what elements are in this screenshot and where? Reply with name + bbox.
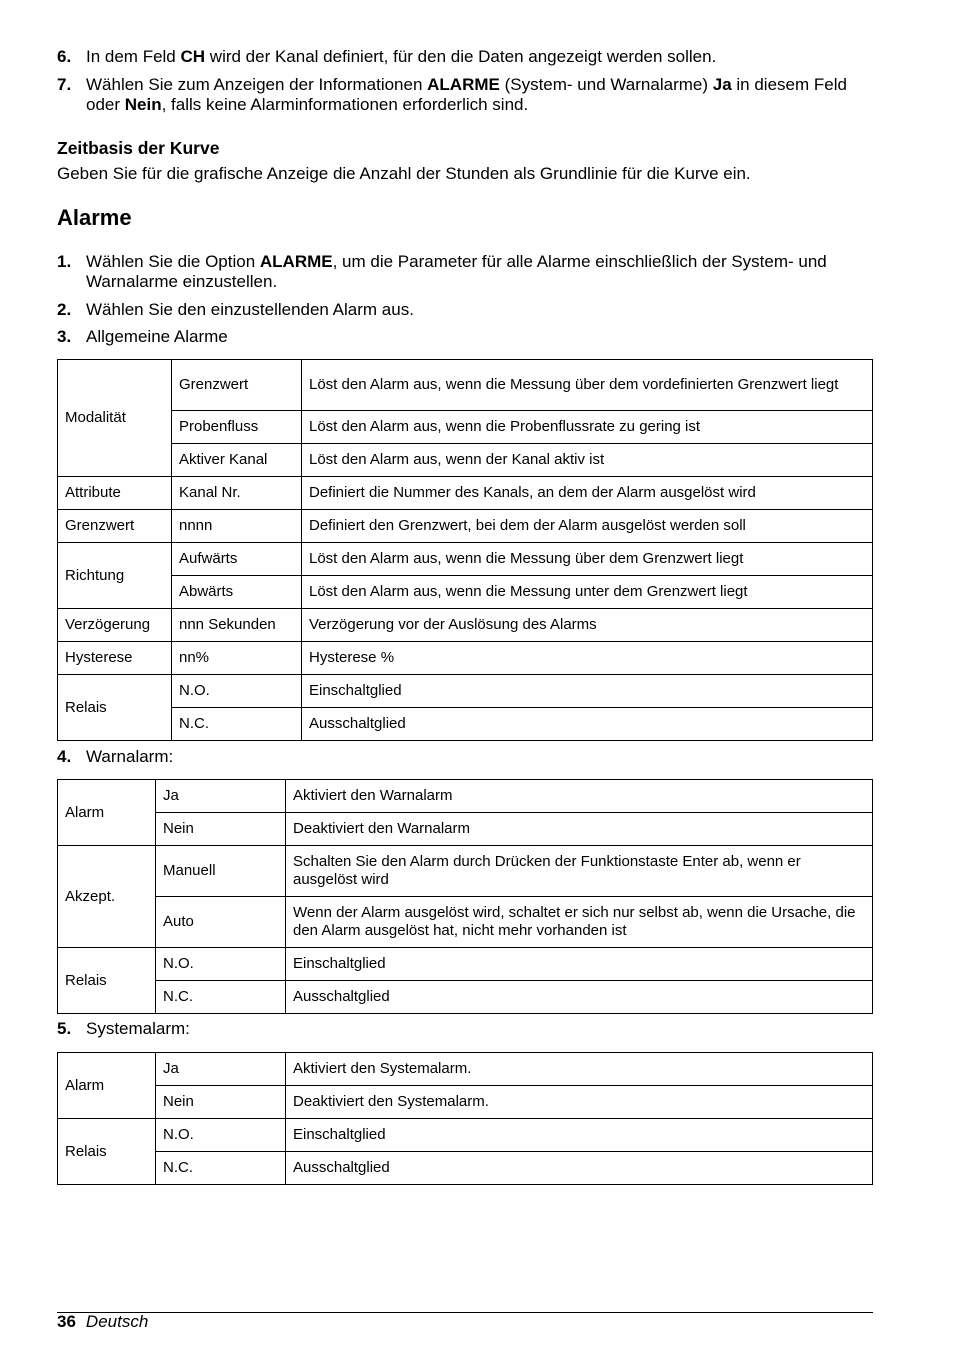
zeitbasis-heading: Zeitbasis der Kurve: [57, 138, 220, 158]
option-cell: nnn Sekunden: [172, 609, 302, 642]
text-segment: , um die Parameter für alle Alarme einschließlich der System- und Warnalarme einzustellen.: [86, 252, 827, 291]
option-cell: Manuell: [156, 846, 286, 897]
step-number: 3.: [57, 327, 72, 346]
table-row: [58, 780, 873, 813]
description-cell: Löst den Alarm aus, wenn die Messung unter dem Grenzwert liegt: [302, 576, 873, 609]
system-alarm-table: [57, 1052, 873, 1185]
option-cell: Nein: [156, 1086, 286, 1119]
step-number: 6.: [57, 47, 72, 66]
step-4: [57, 747, 173, 767]
step-7: [57, 75, 873, 115]
param-cell: Alarm: [58, 1053, 156, 1119]
description-cell: Ausschaltglied: [302, 708, 873, 741]
table-row: [58, 477, 873, 510]
text-segment: , falls keine Alarminformationen erforderlich sind.: [161, 95, 529, 114]
warn-alarm-table: [57, 779, 873, 1014]
description-cell: Aktiviert den Warnalarm: [286, 780, 873, 813]
table-row: [58, 543, 873, 576]
step-text: [86, 47, 716, 66]
param-cell: Verzögerung: [58, 609, 172, 642]
bold-text: ALARME: [427, 75, 500, 94]
bold-text: ALARME: [259, 252, 333, 271]
option-cell: Ja: [156, 780, 286, 813]
param-cell: Hysterese: [58, 642, 172, 675]
table-row: [58, 708, 873, 741]
option-cell: nn%: [172, 642, 302, 675]
text-segment: wird der Kanal definiert, für den die Daten angezeigt werden sollen.: [205, 47, 717, 66]
text-segment: Allgemeine Alarme: [86, 327, 228, 346]
step-5: [57, 1019, 190, 1039]
description-cell: Ausschaltglied: [286, 1152, 873, 1185]
description-cell: Hysterese %: [302, 642, 873, 675]
step-number: 7.: [57, 75, 72, 94]
alarme-heading: Alarme: [57, 205, 132, 230]
param-cell: Alarm: [58, 780, 156, 846]
option-cell: Grenzwert: [172, 360, 302, 411]
text-segment: Wählen Sie zum Anzeigen der Informationen: [86, 75, 428, 94]
step-1: [57, 252, 873, 292]
option-cell: N.C.: [156, 1152, 286, 1185]
description-cell: Aktiviert den Systemalarm.: [286, 1053, 873, 1086]
general-alarms-table: [57, 359, 873, 741]
option-cell: Auto: [156, 897, 286, 948]
step-6: [57, 47, 873, 67]
footer-language: Deutsch: [85, 1312, 149, 1331]
option-cell: Abwärts: [172, 576, 302, 609]
option-cell: Nein: [156, 813, 286, 846]
description-cell: Deaktiviert den Systemalarm.: [286, 1086, 873, 1119]
text-segment: Wählen Sie die Option: [86, 252, 260, 271]
table-row: [58, 948, 873, 981]
param-cell: Relais: [58, 675, 172, 741]
table-row: [58, 642, 873, 675]
option-cell: N.C.: [172, 708, 302, 741]
table-row: [58, 510, 873, 543]
text-segment: Wählen Sie den einzustellenden Alarm aus.: [86, 300, 414, 319]
footer-rule: [57, 1312, 873, 1313]
param-cell: Grenzwert: [58, 510, 172, 543]
param-cell: Modalität: [58, 360, 172, 477]
option-cell: Kanal Nr.: [172, 477, 302, 510]
step-text: [86, 75, 847, 114]
table-row: [58, 1119, 873, 1152]
step-text: [86, 327, 228, 346]
param-cell: Attribute: [58, 477, 172, 510]
table-row: [58, 981, 873, 1014]
option-cell: Aktiver Kanal: [172, 444, 302, 477]
description-cell: Ausschaltglied: [286, 981, 873, 1014]
description-cell: Einschaltglied: [286, 948, 873, 981]
table-row: [58, 675, 873, 708]
page-number: 36: [57, 1312, 76, 1331]
param-cell: Relais: [58, 948, 156, 1014]
param-cell: Akzept.: [58, 846, 156, 948]
step-number: 4.: [57, 747, 72, 766]
step-text: [86, 300, 414, 319]
step-text: [86, 252, 827, 291]
zeitbasis-text: Geben Sie für die grafische Anzeige die Anzahl der Stunden als Grundlinie für die Kurve ein.: [57, 164, 751, 183]
table-row: [58, 576, 873, 609]
option-cell: N.C.: [156, 981, 286, 1014]
description-cell: Löst den Alarm aus, wenn die Messung über dem vordefinierten Grenzwert liegt: [302, 360, 873, 411]
param-cell: Relais: [58, 1119, 156, 1185]
description-cell: Deaktiviert den Warnalarm: [286, 813, 873, 846]
description-cell: Löst den Alarm aus, wenn der Kanal aktiv ist: [302, 444, 873, 477]
description-cell: Definiert die Nummer des Kanals, an dem der Alarm ausgelöst wird: [302, 477, 873, 510]
page-footer: [57, 1311, 148, 1333]
step-2: [57, 300, 873, 320]
table-row: [58, 609, 873, 642]
table-row: [58, 813, 873, 846]
table-row: [58, 444, 873, 477]
description-cell: Löst den Alarm aus, wenn die Probenflussrate zu gering ist: [302, 411, 873, 444]
table-row: [58, 360, 873, 411]
option-cell: Probenfluss: [172, 411, 302, 444]
option-cell: N.O.: [156, 948, 286, 981]
description-cell: Schalten Sie den Alarm durch Drücken der Funktionstaste Enter ab, wenn er ausgelöst wird: [286, 846, 873, 897]
description-cell: Einschaltglied: [286, 1119, 873, 1152]
bold-text: CH: [180, 47, 206, 66]
description-cell: Einschaltglied: [302, 675, 873, 708]
step-text: Warnalarm:: [86, 747, 174, 766]
table-row: [58, 846, 873, 897]
option-cell: nnnn: [172, 510, 302, 543]
option-cell: N.O.: [172, 675, 302, 708]
table-row: [58, 1152, 873, 1185]
alarme-steps: [57, 252, 873, 347]
bold-text: Nein: [124, 95, 162, 114]
step-number: 1.: [57, 252, 72, 271]
description-cell: Wenn der Alarm ausgelöst wird, schaltet er sich nur selbst ab, wenn die Ursache, die den Alarm ausgelöst hat, nicht mehr vorhanden ist: [286, 897, 873, 948]
bold-text: Ja: [712, 75, 732, 94]
table-row: [58, 1086, 873, 1119]
table-row: [58, 411, 873, 444]
step-text: Systemalarm:: [86, 1019, 190, 1038]
table-row: [58, 897, 873, 948]
option-cell: Aufwärts: [172, 543, 302, 576]
text-segment: In dem Feld: [86, 47, 181, 66]
text-segment: (System- und Warnalarme): [499, 75, 713, 94]
step-3: [57, 327, 873, 347]
description-cell: Verzögerung vor der Auslösung des Alarms: [302, 609, 873, 642]
table-row: [58, 1053, 873, 1086]
step-number: 5.: [57, 1019, 72, 1038]
intro-steps: [57, 47, 873, 115]
option-cell: N.O.: [156, 1119, 286, 1152]
option-cell: Ja: [156, 1053, 286, 1086]
text-segment: in diesem Feld oder: [86, 75, 847, 114]
description-cell: Definiert den Grenzwert, bei dem der Alarm ausgelöst werden soll: [302, 510, 873, 543]
param-cell: Richtung: [58, 543, 172, 609]
step-number: 2.: [57, 300, 72, 319]
description-cell: Löst den Alarm aus, wenn die Messung über dem Grenzwert liegt: [302, 543, 873, 576]
